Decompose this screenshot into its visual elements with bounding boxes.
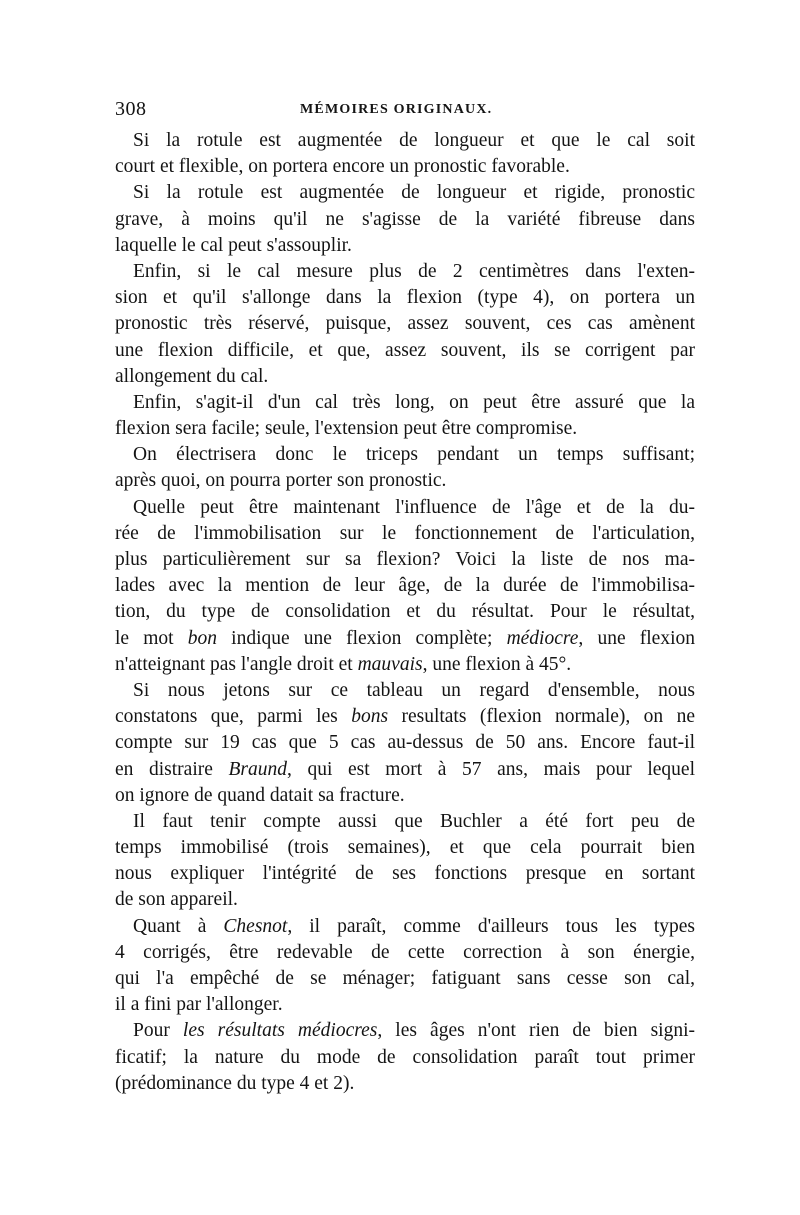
text-segment: en distraire — [115, 758, 229, 780]
text-line: lades avec la mention de leur âge, de la durée de l'immobilisa- — [115, 575, 695, 597]
text-line: de son appareil. — [115, 889, 238, 911]
text-line: allongement du cal. — [115, 365, 269, 387]
text-line: flexion sera facile; seule, l'extension peut être compromise. — [115, 418, 578, 440]
text-line: court et flexible, on portera encore un pronostic favorable. — [115, 156, 570, 178]
running-title: MÉMOIRES ORIGINAUX. — [300, 102, 493, 117]
text-segment: constatons que, parmi les — [115, 706, 352, 728]
text-segment: , les âges n'ont rien de bien signi- — [377, 1020, 695, 1042]
paragraph — [115, 390, 695, 442]
paragraph — [115, 180, 695, 259]
text-line: sion et qu'il s'allonge dans la flexion (type 4), on portera un — [115, 287, 695, 309]
text-line: on ignore de quand datait sa fracture. — [115, 784, 405, 806]
text-line: pronostic très réservé, puisque, assez souvent, ces cas amènent — [115, 313, 695, 335]
text-line: nous expliquer l'intégrité de ses fonctions presque en sortant — [115, 863, 695, 885]
text-segment: , qui est mort à 57 ans, mais pour lequel — [287, 758, 695, 780]
text-line: (prédominance du type 4 et 2). — [115, 1072, 355, 1094]
text-line: Si la rotule est augmentée de longueur et que le cal soit — [133, 130, 695, 151]
body-text — [115, 128, 695, 1097]
text-line: il a fini par l'allonger. — [115, 994, 283, 1016]
text-segment: le mot — [115, 627, 188, 649]
italic-term: les résultats médiocres — [182, 1020, 378, 1042]
page-header — [115, 98, 695, 128]
text-line — [115, 914, 695, 940]
text-line — [115, 652, 695, 678]
italic-term: bon — [187, 627, 217, 649]
text-line: après quoi, on pourra porter son pronostic. — [115, 470, 447, 492]
italic-term: médiocre — [506, 627, 579, 649]
text-line: compte sur 19 cas que 5 cas au-dessus de 50 ans. Encore faut-il — [115, 732, 695, 754]
paragraph — [115, 495, 695, 678]
paragraph — [115, 1018, 695, 1097]
text-line — [115, 1018, 695, 1044]
text-segment: , une flexion à 45°. — [422, 653, 572, 675]
text-line: qui l'a empêché de se ménager; fatiguant sans cesse son cal, — [115, 968, 695, 989]
text-line: 4 corrigés, être redevable de cette correction à son énergie, — [115, 941, 695, 963]
italic-term: mauvais — [357, 653, 423, 675]
paragraph — [115, 259, 695, 390]
text-segment: , une flexion — [578, 627, 695, 649]
page-number: 308 — [115, 98, 147, 120]
text-line: temps immobilisé (trois semaines), et que cela pourrait bien — [115, 837, 695, 859]
text-line: Il faut tenir compte aussi que Buchler a été fort peu de — [133, 810, 695, 832]
text-segment: n'atteignant pas l'angle droit et — [115, 653, 358, 675]
paragraph — [115, 809, 695, 914]
text-line — [115, 704, 695, 730]
paragraph — [115, 678, 695, 809]
paragraph — [115, 442, 695, 494]
text-line — [115, 626, 695, 652]
text-line: tion, du type de consolidation et du résultat. Pour le résultat, — [115, 601, 695, 623]
text-line: Quelle peut être maintenant l'influence de l'âge et de la du- — [133, 496, 695, 518]
text-segment: indique une flexion complète; — [216, 627, 507, 649]
text-line: Si nous jetons sur ce tableau un regard d'ensemble, nous — [133, 679, 695, 701]
italic-term: Chesnot — [223, 915, 288, 937]
paragraph — [115, 128, 695, 180]
text-line: une flexion difficile, et que, assez souvent, ils se corrigent par — [115, 339, 695, 361]
text-segment: , il paraît, comme d'ailleurs tous les types — [287, 915, 696, 937]
text-segment: Quant à — [133, 915, 224, 937]
text-line: laquelle le cal peut s'assouplir. — [115, 234, 352, 256]
text-segment: resultats (flexion normale), on ne — [388, 706, 696, 728]
italic-term: Braund — [228, 758, 288, 780]
text-line: On électrisera donc le triceps pendant un temps suffisant; — [133, 444, 695, 466]
text-line: ficatif; la nature du mode de consolidation paraît tout primer — [115, 1046, 695, 1068]
text-line — [115, 757, 695, 783]
text-line: Enfin, si le cal mesure plus de 2 centimètres dans l'exten- — [133, 260, 695, 282]
text-line: rée de l'immobilisation sur le fonctionnement de l'articulation, — [115, 522, 695, 544]
italic-term: bons — [351, 706, 389, 728]
text-segment: Pour — [133, 1020, 183, 1042]
paragraph — [115, 914, 695, 1019]
text-line: Enfin, s'agit-il d'un cal très long, on peut être assuré que la — [133, 391, 695, 413]
text-line: plus particulièrement sur sa flexion? Voici la liste de nos ma- — [115, 549, 695, 570]
text-line: Si la rotule est augmentée de longueur et rigide, pronostic — [133, 182, 695, 204]
text-line: grave, à moins qu'il ne s'agisse de la variété fibreuse dans — [115, 208, 695, 230]
